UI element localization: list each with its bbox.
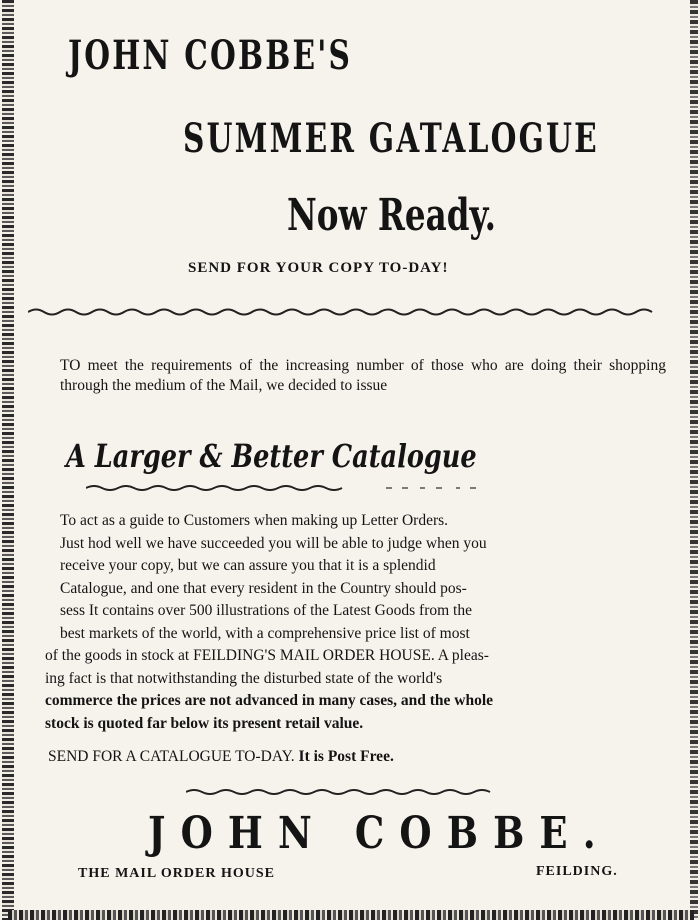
body-line: To act as a guide to Customers when making up Letter Orders.: [60, 512, 449, 529]
wavy-divider-bottom: [186, 786, 496, 798]
send-catalogue-text: SEND FOR A CATALOGUE TO-DAY.: [48, 748, 295, 765]
send-catalogue-line: [48, 748, 394, 766]
wavy-divider-middle: [86, 482, 486, 494]
body-line: best markets of the world, with a comprehensive price list of most: [60, 624, 470, 642]
send-for-copy-line: SEND FOR YOUR COPY TO-DAY!: [188, 260, 449, 276]
body-line: Catalogue, and one that every resident in the Country should pos-: [60, 579, 467, 597]
footer-name: JOHN COBBE.: [148, 808, 611, 859]
intro-paragraph: TO meet the requirements of the increasing number of those who are doing their shopping through the medium of the Mail, we decided to issue: [60, 357, 666, 394]
subheading: A Larger & Better Catalogue: [66, 437, 477, 475]
bottom-border: [8, 910, 694, 920]
body-line: Just hod well we have succeeded you will be able to judge when you: [60, 534, 487, 552]
post-free-text: It is Post Free.: [298, 748, 394, 765]
footer-subtitle: THE MAIL ORDER HOUSE: [78, 866, 275, 881]
body-line: ing fact is that notwithstanding the disturbed state of the world's: [45, 669, 443, 687]
body-line: receive your copy, but we can assure you that it is a splendid: [60, 557, 436, 574]
header-title: JOHN COBBE'S: [68, 32, 353, 79]
body-line: sess It contains over 500 illustrations of the Latest Goods from the: [60, 602, 472, 619]
header-now-ready: Now Ready.: [287, 190, 497, 241]
body-line: commerce the prices are not advanced in many cases, and the whole: [45, 692, 494, 709]
body-line: of the goods in stock at FEILDING'S MAIL ORDER HOUSE. A pleas-: [45, 647, 489, 664]
right-border: [690, 0, 698, 920]
header-catalogue-title: SUMMER GATALOGUE: [183, 115, 599, 162]
footer-town: FEILDING.: [536, 864, 618, 879]
body-line: stock is quoted far below its present retail value.: [45, 714, 364, 732]
body-paragraph: [45, 510, 666, 735]
left-border: [2, 0, 14, 920]
wavy-divider-top: [28, 306, 660, 318]
